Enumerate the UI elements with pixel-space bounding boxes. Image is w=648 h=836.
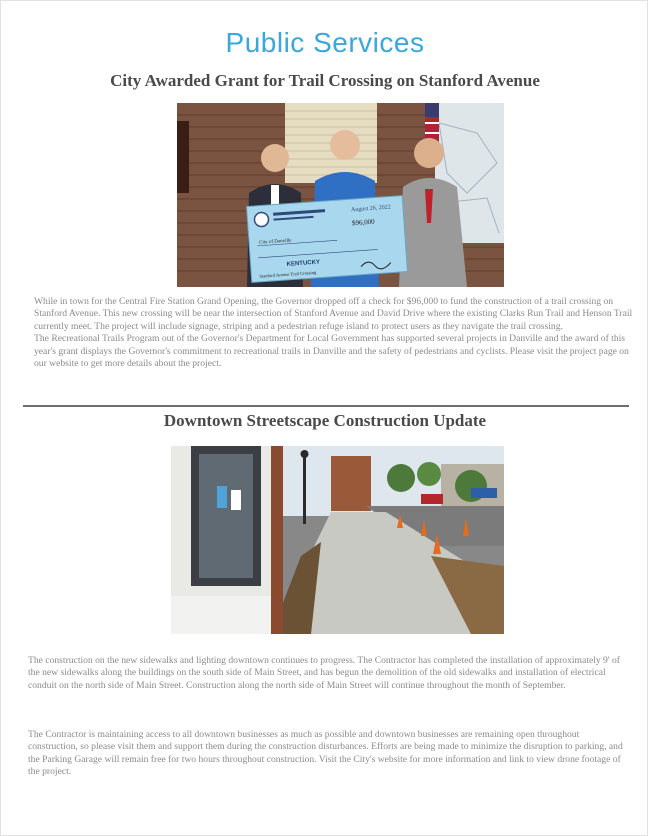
section-title: Public Services (225, 27, 425, 58)
article1-paragraph: The Recreational Trails Program out of the Governor's Department for Local Government has supported several projects in Danville and the award of this year's grant displays the Governor's commitment to recreational trails in Danville and the safety of pedestrians and cyclists. Please visit the project page on our website to get more details about the project. (34, 333, 629, 370)
article1-paragraph: While in town for the Central Fire Station Grand Opening, the Governor dropped off a check for $96,000 to fund the construction of a trail crossing on Stanford Avenue. This new crossing will be near the intersection of Stanford Avenue and David Drive where the existing Clarks Run Trail and Henson Trail currently meet. The project will include signage, striping and a pedestrian refuge island to protect users as they navigate the trail crossing. (34, 296, 633, 332)
grant-check-photo (177, 103, 504, 287)
svg-text:KENTUCKY: KENTUCKY (286, 259, 321, 268)
article1-body (34, 296, 634, 370)
article2-body-2 (28, 729, 628, 779)
svg-text:$96,000: $96,000 (351, 217, 375, 228)
grant-check-illustration (177, 103, 504, 287)
streetscape-construction-photo (171, 446, 504, 634)
svg-text:City of Danville: City of Danville (258, 238, 292, 246)
svg-text:Stanford Avenue Trail Crossing: Stanford Avenue Trail Crossing (259, 269, 317, 279)
article2-paragraph: The construction on the new sidewalks and lighting downtown continues to progress. The Contractor has completed the installation of approximately 9' of the new sidewalks along the buildings on the south side of Main Street, and has begun the demolition of the old sidewalks and installation of electrical conduit on the north side of Main Street. Construction along the north side of Main Street will continue throughout the month of September. (28, 655, 620, 691)
section-divider (23, 405, 629, 407)
article1-headline: City Awarded Grant for Trail Crossing on Stanford Avenue (110, 71, 540, 90)
streetscape-illustration (171, 446, 504, 634)
article2-body-1 (28, 655, 628, 692)
article2-headline: Downtown Streetscape Construction Update (163, 411, 487, 430)
svg-text:August 26, 2022: August 26, 2022 (350, 204, 392, 214)
article2-paragraph: The Contractor is maintaining access to all downtown businesses as much as possible and downtown businesses are remaining open throughout construction, so please visit them and support them during the construction disturbances. Efforts are being made to minimize the disruption to parking, and the Parking Garage will remain free for two hours throughout construction. Visit the City's website for more information and link to view drone footage of the project. (28, 729, 623, 778)
